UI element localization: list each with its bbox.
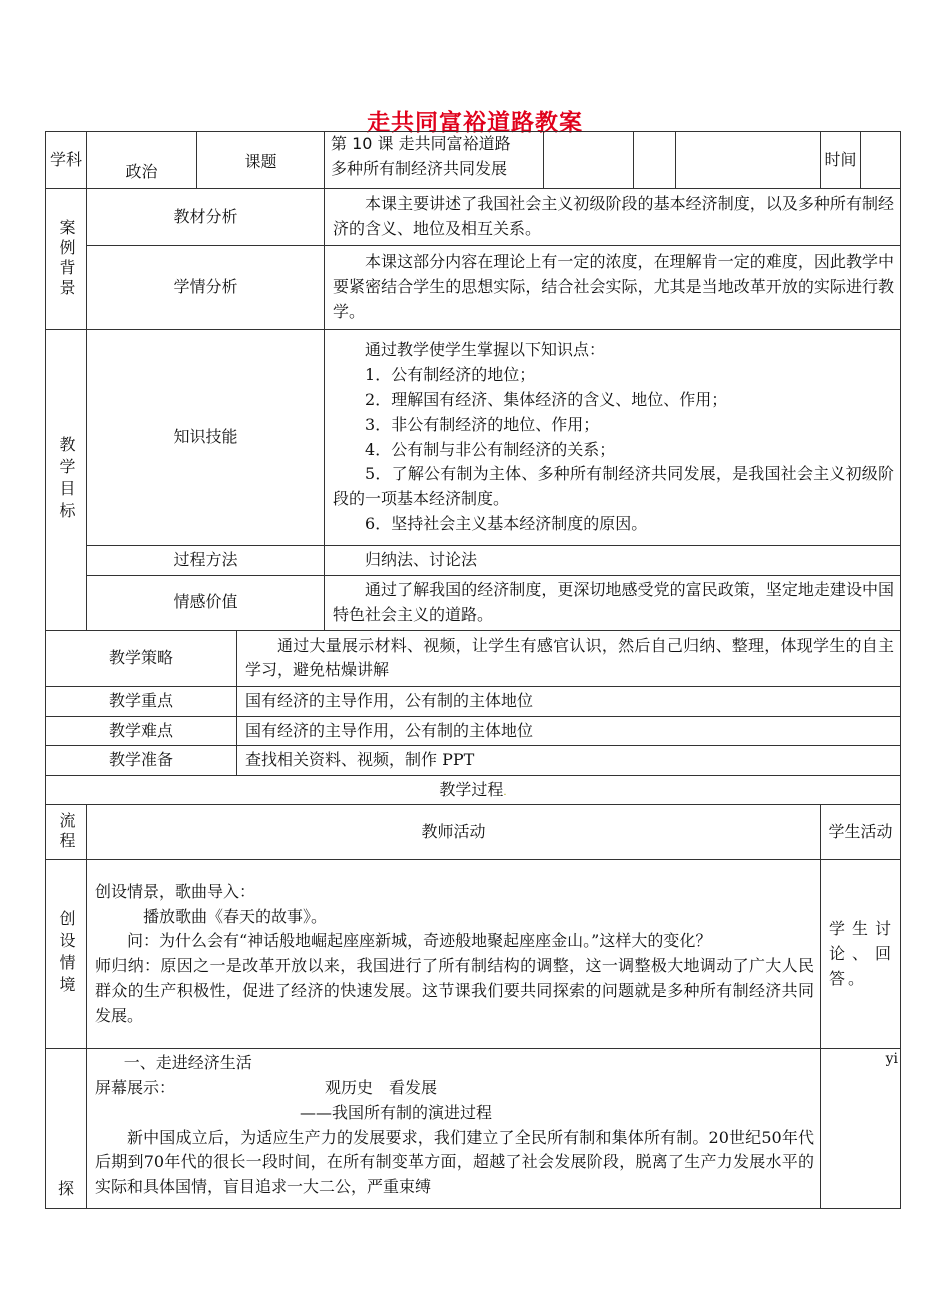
col-teacher-label: 教师活动 [87,805,821,860]
topic-label: 课题 [197,132,325,189]
knowledge-item: 5．了解公有制为主体、多种所有制经济共同发展，是我国社会主义初级阶段的一项基本经济制度。 [333,464,895,509]
emotion-value-row [46,575,901,630]
emotion-value-label: 情感价值 [87,575,325,630]
strategy-label: 教学策略 [46,630,237,686]
stage-create-content [87,860,821,1049]
process-heading-row [46,776,901,805]
student-analysis-row [46,246,901,330]
topic-line-1: 第 10 课 走共同富裕道路 [331,134,511,153]
stage-explore-content [87,1049,821,1209]
stage-create-student: 学生讨论、回答。 [821,860,901,1049]
stage-line: 师归纳：原因之一是改革开放以来，我国进行了所有制结构的调整，这一调整极大地调动了广大人民群众的生产积极性，促进了经济的快速发展。这节课我们要共同探索的问题就是多种所有制经济共同发展。 [95,956,815,1025]
stage-line: 创设情景，歌曲导入： [95,881,256,901]
prep-row [46,746,901,776]
goals-group-label: 教学目标 [46,330,87,631]
key-point-text: 国有经济的主导作用，公有制的主体地位 [237,686,901,716]
process-columns-row [46,805,901,860]
prep-text: 查找相关资料、视频，制作 PPT [237,746,901,776]
knowledge-label: 知识技能 [87,330,325,546]
document-title: 走共同富裕道路教案 [367,110,583,136]
process-method-text: 归纳法、讨论法 [325,546,901,576]
process-heading: 教学过程. [46,776,901,805]
material-analysis-text: 本课主要讲述了我国社会主义初级阶段的基本经济制度，以及多种所有制经济的含义、地位及相互关系。 [325,189,901,246]
stage-line: 问：为什么会有“神话般地崛起座座新城，奇迹般地聚起座座金山。”这样大的变化？ [127,931,712,951]
stage-explore-label: 探 [46,1049,87,1209]
knowledge-item: 1．公有制经济的地位； [365,365,536,385]
process-method-row [46,546,901,576]
difficulty-row [46,716,901,746]
strategy-text: 通过大量展示材料、视频，让学生有感官认识，然后自己归纳、整理，体现学生的自主学习，避免枯燥讲解 [237,630,901,686]
key-point-row [46,686,901,716]
material-analysis-label: 教材分析 [87,189,325,246]
topic-value [325,132,544,189]
prep-label: 教学准备 [46,746,237,776]
lesson-plan-table [45,131,901,1209]
stage-create-label: 创设情境 [46,860,87,1049]
margin-note: yi [885,1051,899,1068]
difficulty-text: 国有经济的主导作用，公有制的主体地位 [237,716,901,746]
topic-line-2: 多种所有制经济共同发展 [331,158,508,178]
col-student-label: 学生活动 [821,805,901,860]
knowledge-text [325,330,901,546]
emotion-value-text: 通过了解我国的经济制度，更深切地感受党的富民政策，坚定地走建设中国特色社会主义的道路。 [325,575,901,630]
stage-explore-student [821,1049,901,1209]
strategy-row [46,630,901,686]
student-analysis-text: 本课这部分内容在理论上有一定的浓度，在理解肯一定的难度，因此教学中要紧密结合学生的思想实际，结合社会实际，尤其是当地改革开放的实际进行教学。 [325,246,901,330]
knowledge-row [46,330,901,546]
time-label: 时间 [821,132,861,189]
background-group-label: 案例背景 [46,189,87,330]
stage-line: 播放歌曲《春天的故事》。 [143,906,328,926]
blank-cell [676,132,821,189]
knowledge-item: 3．非公有制经济的地位、作用； [365,414,600,434]
header-row [46,132,901,189]
screen-line: 屏幕展示： 观历史 看发展 [95,1077,438,1097]
student-analysis-label: 学情分析 [87,246,325,330]
col-flow-label: 流程 [46,805,87,860]
key-point-label: 教学重点 [46,686,237,716]
knowledge-item: 6．坚持社会主义基本经济制度的原因。 [365,513,648,533]
knowledge-intro: 通过教学使学生掌握以下知识点： [365,340,606,360]
subject-label: 学科 [46,132,87,189]
difficulty-label: 教学难点 [46,716,237,746]
time-value [861,132,901,189]
screen-subtitle: ——我国所有制的演进过程 [300,1102,493,1122]
knowledge-item: 4．公有制与非公有制经济的关系； [365,439,616,459]
blank-cell [634,132,676,189]
subject-value: 政治 [87,132,197,189]
material-analysis-row [46,189,901,246]
stage-explore-row [46,1049,901,1209]
blank-cell [544,132,634,189]
stage-create-row [46,860,901,1049]
section-heading: 一、走进经济生活 [123,1053,252,1073]
history-paragraph: 新中国成立后，为适应生产力的发展要求，我们建立了全民所有制和集体所有制。20世纪50年代后期到70年代的很长一段时间，在所有制变革方面，超越了社会发展阶段，脱离了生产力发展水平的实际和具体国情，盲目追求一大二公，严重束缚 [95,1127,815,1197]
knowledge-item: 2．理解国有经济、集体经济的含义、地位、作用； [365,389,728,409]
process-method-label: 过程方法 [87,546,325,576]
